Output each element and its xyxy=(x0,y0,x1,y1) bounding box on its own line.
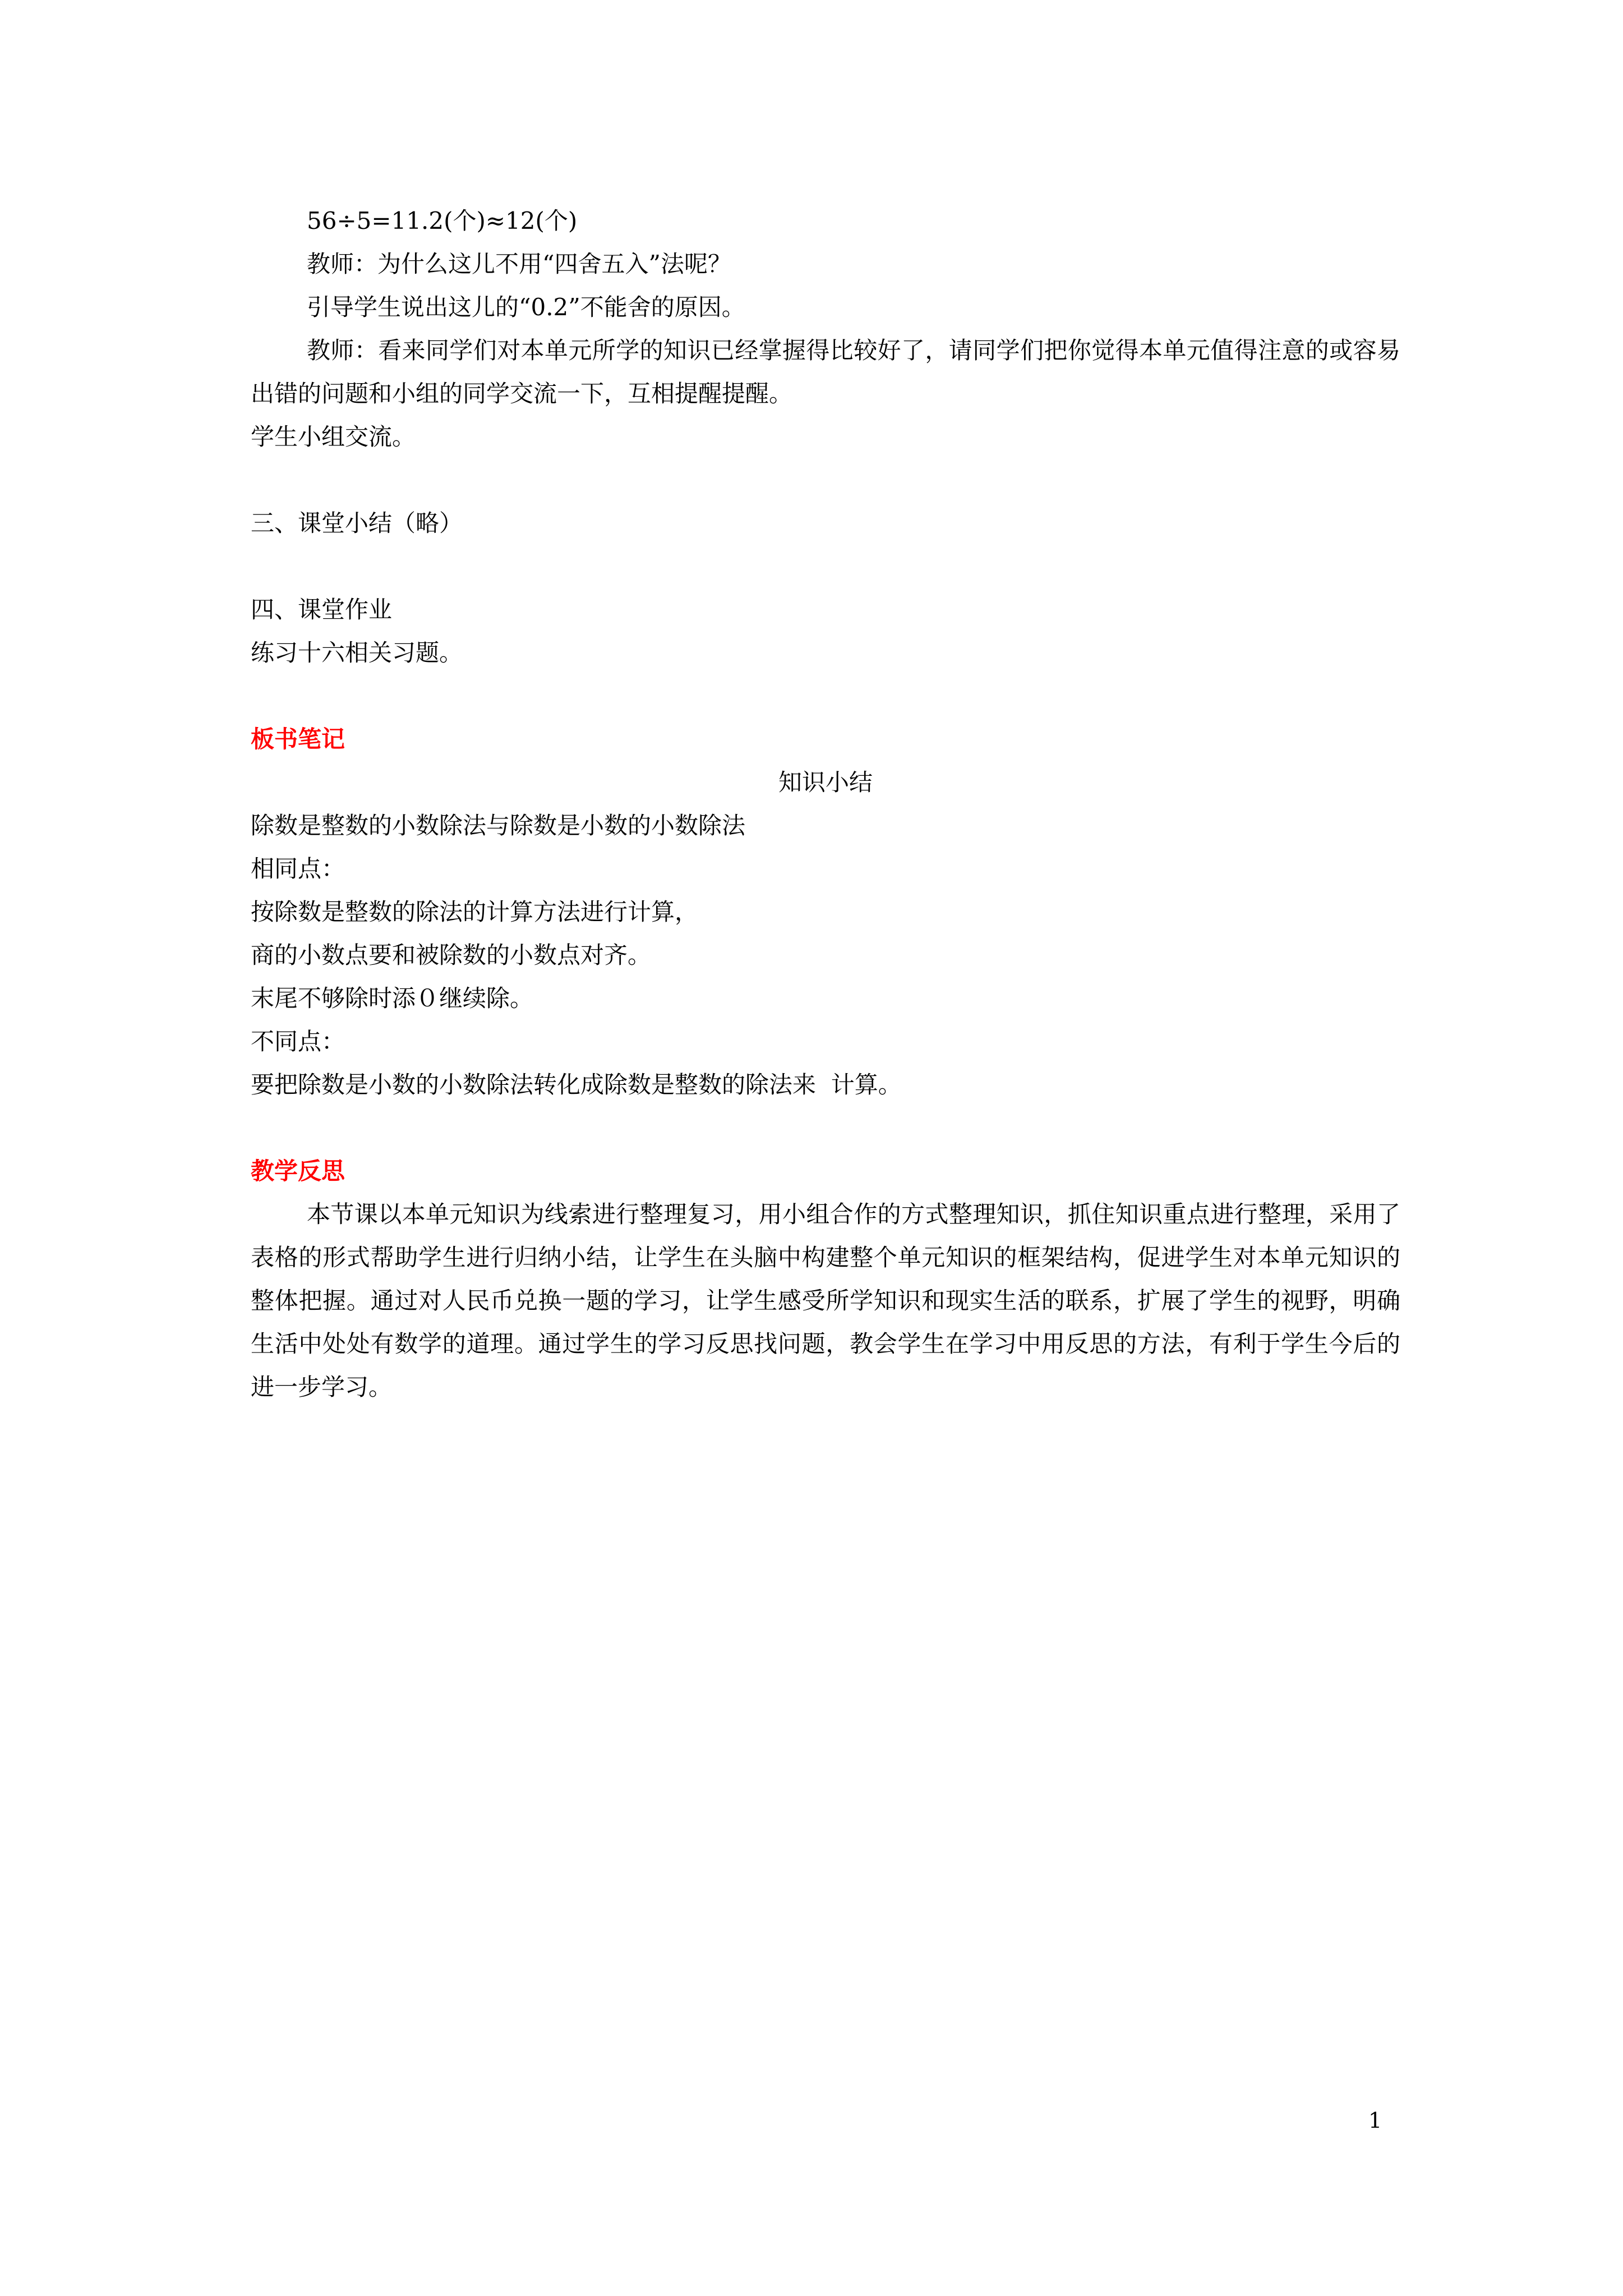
board-notes-center-title: 知识小结 xyxy=(778,769,873,796)
guidance-line: 引导学生说出这儿的“0.2”不能舍的原因。 xyxy=(307,293,745,321)
section-three-title: 三、课堂小结（略） xyxy=(251,509,463,537)
board-notes-line: 除数是整数的小数除法与除数是小数的小数除法 xyxy=(251,812,746,839)
page-number: 1 xyxy=(1368,2108,1382,2133)
board-notes-line: 相同点： xyxy=(251,855,345,882)
spacer xyxy=(251,458,1400,501)
calculation-line: 56÷5=11.2(个)≈12(个) xyxy=(307,207,578,234)
board-notes-line: 商的小数点要和被除数的小数点对齐。 xyxy=(251,941,652,969)
section-four-content: 练习十六相关习题。 xyxy=(251,639,463,666)
board-notes-line: 按除数是整数的除法的计算方法进行计算， xyxy=(251,898,699,926)
group-discussion-line: 学生小组交流。 xyxy=(251,423,416,450)
reflection-paragraph: 本节课以本单元知识为线索进行整理复习，用小组合作的方式整理知识，抓住知识重点进行整理，采用了表格的形式帮助学生进行归纳小结，让学生在头脑中构建整个单元知识的框架结构，促进学生对本单元知识的整体把握。通过对人民币兑换一题的学习，让学生感受所学知识和现实生活的联系，扩展了学生的视野，明确生活中处处有数学的道理。通过学生的学习反思找问题，教会学生在学习中用反思的方法，有利于学生今后的进一步学习。 xyxy=(251,1200,1400,1401)
board-notes-line: 末尾不够除时添０继续除。 xyxy=(251,984,534,1012)
spacer xyxy=(251,545,1400,588)
board-notes-line: 不同点： xyxy=(251,1028,345,1055)
spacer xyxy=(251,1106,1400,1149)
page-content xyxy=(251,199,1400,1409)
spacer xyxy=(251,674,1400,717)
teacher-instruction-paragraph: 教师：看来同学们对本单元所学的知识已经掌握得比较好了，请同学们把你觉得本单元值得注意的或容易出错的问题和小组的同学交流一下，互相提醒提醒。 xyxy=(251,337,1400,407)
section-four-title: 四、课堂作业 xyxy=(251,596,393,623)
board-notes-heading: 板书笔记 xyxy=(251,725,345,753)
teacher-question-line: 教师：为什么这儿不用“四舍五入”法呢？ xyxy=(307,250,731,278)
board-notes-line: 要把除数是小数的小数除法转化成除数是整数的除法来 计算。 xyxy=(251,1071,902,1098)
reflection-heading: 教学反思 xyxy=(251,1157,345,1185)
